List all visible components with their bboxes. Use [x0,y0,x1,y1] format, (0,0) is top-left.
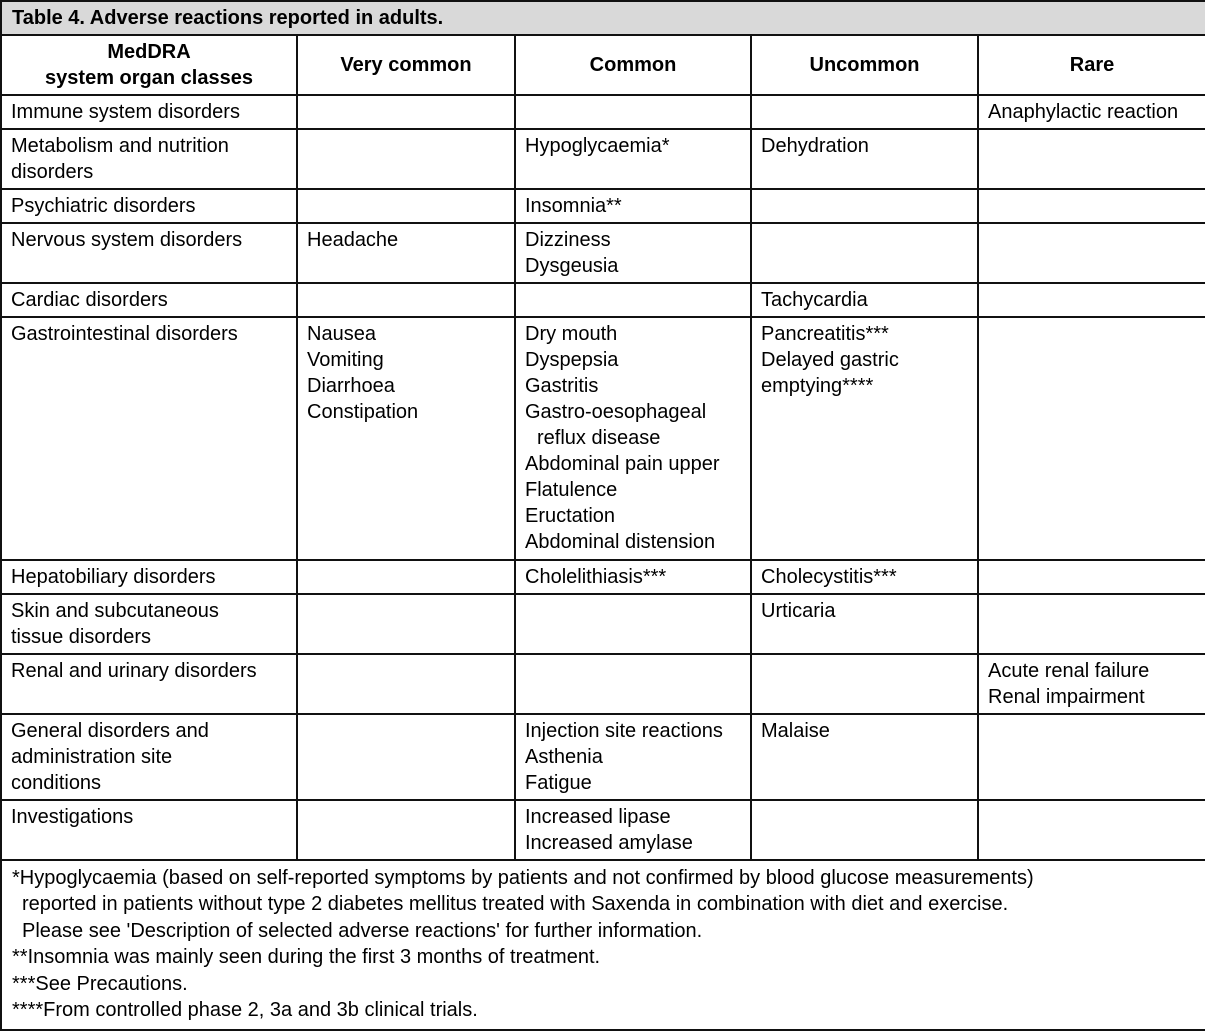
cell-text: Cholelithiasis*** [525,566,667,588]
column-header-text: Uncommon [809,54,920,76]
cell-text: Vomiting [307,349,384,371]
table-row [1,317,1205,560]
uncommon-cell [751,654,978,714]
very-common-cell [297,594,515,654]
table-row [1,95,1205,129]
uncommon-cell [751,129,978,189]
table-row [1,594,1205,654]
cell-text: Gastritis [525,375,599,397]
organ-class-cell [1,594,297,654]
very-common-cell [297,95,515,129]
table-title: Table 4. Adverse reactions reported in adults. [1,1,1205,35]
column-header-text: Very common [340,54,472,76]
uncommon-cell [751,283,978,317]
common-cell [515,223,751,283]
rare-cell [978,654,1205,714]
organ-class-cell [1,714,297,800]
cell-text: Dizziness [525,229,611,251]
rare-cell [978,189,1205,223]
table-row [1,189,1205,223]
cell-text: Malaise [761,720,830,742]
common-cell [515,283,751,317]
very-common-cell [297,800,515,860]
cell-text: Headache [307,229,399,251]
very-common-cell [297,129,515,189]
cell-text: administration site [11,746,173,768]
cell-text: conditions [11,772,102,794]
rare-cell [978,129,1205,189]
uncommon-cell [751,189,978,223]
table-row [1,560,1205,594]
cell-text: Increased lipase [525,806,671,828]
cell-text: Eructation [525,505,616,527]
uncommon-cell [751,594,978,654]
very-common-cell [297,283,515,317]
very-common-cell [297,223,515,283]
cell-text: Urticaria [761,600,836,622]
cell-text: Fatigue [525,772,592,794]
table-row [1,714,1205,800]
cell-text: Metabolism and nutrition [11,135,229,157]
common-cell [515,714,751,800]
footnote-line: Please see 'Description of selected adverse reactions' for further information. [22,919,703,942]
header-row [1,35,1205,95]
common-cell [515,800,751,860]
common-cell [515,560,751,594]
very-common-cell [297,189,515,223]
table-row [1,654,1205,714]
cell-text: emptying**** [761,375,874,397]
column-header [751,35,978,95]
rare-cell [978,714,1205,800]
organ-class-cell [1,223,297,283]
cell-text: Increased amylase [525,832,693,854]
cell-text: Dry mouth [525,323,618,345]
footnote-line: reported in patients without type 2 diabetes mellitus treated with Saxenda in combination with diet and exercise. [22,893,1009,916]
cell-text: Renal impairment [988,686,1145,708]
cell-text: Cholecystitis*** [761,566,897,588]
footnote-line: ****From controlled phase 2, 3a and 3b clinical trials. [12,999,478,1022]
cell-text: Dyspepsia [525,349,619,371]
table-body [1,95,1205,860]
cell-text: tissue disorders [11,626,152,648]
rare-cell [978,223,1205,283]
very-common-cell [297,560,515,594]
very-common-cell [297,317,515,560]
cell-text: Dehydration [761,135,869,157]
cell-text: Cardiac disorders [11,289,168,311]
cell-text: disorders [11,161,94,183]
table-row [1,283,1205,317]
cell-text: Immune system disorders [11,101,240,123]
cell-text: General disorders and [11,720,209,742]
cell-text: Tachycardia [761,289,868,311]
cell-text: Nervous system disorders [11,229,243,251]
cell-text: Pancreatitis*** [761,323,889,345]
organ-class-cell [1,654,297,714]
footnotes-row [1,860,1205,1030]
cell-text: Acute renal failure [988,660,1150,682]
column-header [297,35,515,95]
common-cell [515,95,751,129]
very-common-cell [297,654,515,714]
common-cell [515,317,751,560]
cell-text: Psychiatric disorders [11,195,196,217]
cell-text: Dysgeusia [525,255,619,277]
cell-text: Skin and subcutaneous [11,600,219,622]
organ-class-cell [1,189,297,223]
organ-class-cell [1,129,297,189]
cell-text: Abdominal distension [525,531,716,553]
column-header [978,35,1205,95]
cell-text: reflux disease [537,427,661,449]
very-common-cell [297,714,515,800]
cell-text: Hepatobiliary disorders [11,566,216,588]
footnote-line: **Insomnia was mainly seen during the first 3 months of treatment. [12,946,601,969]
organ-class-cell [1,800,297,860]
cell-text: Renal and urinary disorders [11,660,257,682]
cell-text: Injection site reactions [525,720,723,742]
rare-cell [978,95,1205,129]
footnotes [1,860,1205,1030]
uncommon-cell [751,800,978,860]
footnote-line: *Hypoglycaemia (based on self-reported symptoms by patients and not confirmed by blood glucose measurements) [12,867,1034,889]
column-header-text: Common [589,54,677,76]
organ-class-cell [1,95,297,129]
common-cell [515,594,751,654]
rare-cell [978,560,1205,594]
cell-text: Anaphylactic reaction [988,101,1179,123]
cell-text: Insomnia** [525,195,622,217]
organ-class-cell [1,283,297,317]
column-header [515,35,751,95]
table-row [1,223,1205,283]
uncommon-cell [751,223,978,283]
cell-text: Constipation [307,401,419,423]
rare-cell [978,317,1205,560]
cell-text: Hypoglycaemia* [525,135,670,157]
cell-text: Gastro-oesophageal [525,401,707,423]
cell-text: Flatulence [525,479,618,501]
uncommon-cell [751,560,978,594]
uncommon-cell [751,714,978,800]
organ-class-cell [1,317,297,560]
column-header-text: Rare [1069,54,1115,76]
column-header-text: MedDRA [107,41,191,63]
column-header-text: system organ classes [45,67,253,89]
rare-cell [978,800,1205,860]
table-row [1,129,1205,189]
cell-text: Nausea [307,323,376,345]
rare-cell [978,594,1205,654]
uncommon-cell [751,95,978,129]
table-row [1,800,1205,860]
common-cell [515,189,751,223]
cell-text: Gastrointestinal disorders [11,323,238,345]
caption-row [1,1,1205,35]
cell-text: Diarrhoea [307,375,395,397]
rare-cell [978,283,1205,317]
cell-text: Asthenia [525,746,603,768]
common-cell [515,129,751,189]
footnote-line: ***See Precautions. [12,972,188,995]
uncommon-cell [751,317,978,560]
common-cell [515,654,751,714]
cell-text: Delayed gastric [761,349,899,371]
column-header [1,35,297,95]
cell-text: Abdominal pain upper [525,453,720,475]
organ-class-cell [1,560,297,594]
cell-text: Investigations [11,806,134,828]
